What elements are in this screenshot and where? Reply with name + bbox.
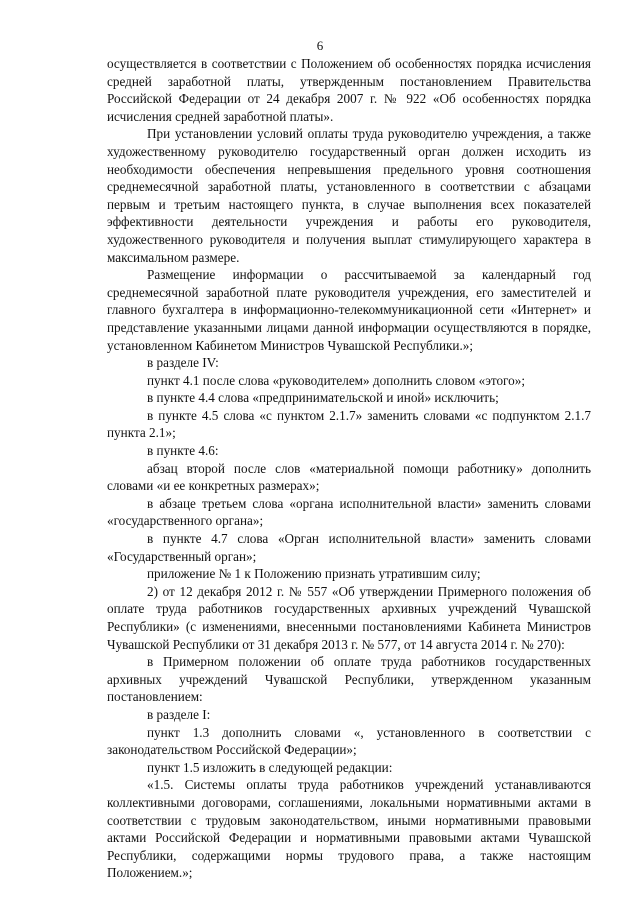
paragraph: Размещение информации о рассчитываемой за календарный год среднемесячной заработной плате руководителя учреждения, его заместителей и главного бухгалтера в информационно-телекоммуникационной сети «Интернет» и представление указанными лицами данной информации осуществляются в порядке, установленном Кабинетом Министров Чувашской Республики.»; [107, 267, 591, 353]
document-body [107, 55, 591, 882]
paragraph: в абзаце третьем слова «органа исполнительной власти» заменить словами «государственного органа»; [107, 495, 591, 529]
paragraph: 2) от 12 декабря 2012 г. № 557 «Об утверждении Примерного положения об оплате труда работников государственных архивных учреждений Чувашской Республики» (с изменениями, внесенными постановлениями Кабинета Министров Чувашской Республики от 31 декабря 2013 г. № 577, от 14 августа 2014 г. № 270): [107, 583, 591, 652]
paragraph: в разделе IV: [147, 355, 219, 371]
paragraph: пункт 1.5 изложить в следующей редакции: [147, 759, 393, 775]
paragraph: абзац второй после слов «материальной помощи работнику» дополнить словами «и ее конкретных размерах»; [107, 460, 591, 494]
paragraph: осуществляется в соответствии с Положением об особенностях порядка исчисления средней заработной платы, утвержденным постановлением Правительства Российской Федерации от 24 декабря 2007 г. № 922 «Об особенностях порядка исчисления средней заработной платы». [107, 56, 591, 124]
paragraph: При установлении условий оплаты труда руководителю учреждения, а также художественному руководителю государственный орган должен исходить из необходимости обеспечения непревышения предельного уровня соотношения среднемесячной заработной платы, установленного в соответствии с абзацами первым и третьим настоящего пункта, в случае выполнения всех показателей эффективности деятельности учреждения и работы его руководителя, художественного руководителя и получения выплат стимулирующего характера в максимальном размере. [107, 126, 591, 265]
paragraph: в Примерном положении об оплате труда работников государственных архивных учреждений Чувашской Республики, утвержденном указанным постановлением: [107, 654, 591, 705]
paragraph: приложение № 1 к Положению признать утратившим силу; [147, 566, 481, 582]
paragraph: в разделе I: [147, 706, 211, 722]
page-number: 6 [316, 38, 324, 53]
paragraph: пункт 4.1 после слова «руководителем» дополнить словом «этого»; [147, 372, 525, 388]
paragraph: «1.5. Системы оплаты труда работников учреждений устанавливаются коллективными договорами, соглашениями, локальными нормативными актами в соответствии с трудовым законодательством, иными нормативными правовыми актами Российской Федерации и нормативными правовыми актами Чувашской Республики, содержащими нормы трудового права, а также настоящим Положением.»; [107, 777, 591, 881]
paragraph: в пункте 4.4 слова «предпринимательской и иной» исключить; [147, 390, 499, 406]
paragraph: в пункте 4.7 слова «Орган исполнительной власти» заменить словами «Государственный орган»; [107, 531, 591, 564]
paragraph: пункт 1.3 дополнить словами «, установленного в соответствии с законодательством Российской Федерации»; [107, 724, 591, 758]
paragraph: в пункте 4.6: [147, 443, 219, 459]
paragraph: в пункте 4.5 слова «с пунктом 2.1.7» заменить словами «с подпунктом 2.1.7 пункта 2.1»; [107, 407, 591, 441]
